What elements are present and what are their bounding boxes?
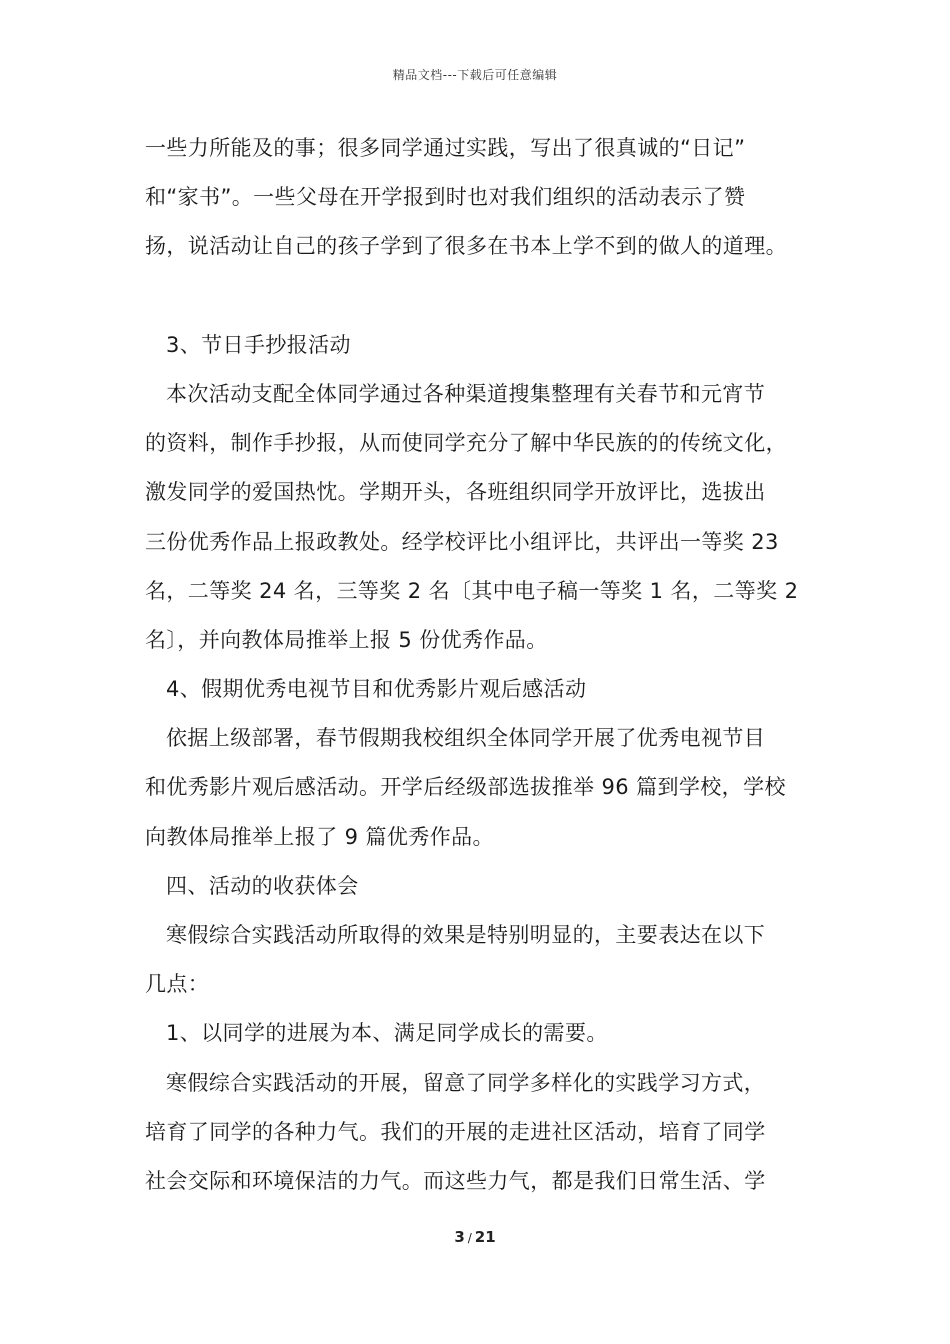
body-line: 寒假综合实践活动的开展，留意了同学多样化的实践学习方式， <box>166 1070 766 1095</box>
page-number <box>0 1228 950 1246</box>
paragraph-spacer <box>145 278 810 327</box>
body-line: 一些力所能及的事；很多同学通过实践，写出了很真诚的“日记” <box>145 136 746 160</box>
body-line: 激发同学的爱国热忱。学期开头，各班组织同学开放评比，选拔出 <box>145 480 766 505</box>
document-body <box>145 130 810 1212</box>
page-number-current: 3 <box>454 1228 465 1246</box>
section-heading: 3、节日手抄报活动 <box>166 332 351 357</box>
section-heading: 四、活动的收获体会 <box>166 873 359 898</box>
body-line: 的资料，制作手抄报，从而使同学充分了解中华民族的的传统文化， <box>145 431 787 456</box>
page-number-separator: / <box>467 1231 472 1245</box>
page-header: 精品文档---下载后可任意编辑 <box>392 68 558 82</box>
body-line: 几点： <box>145 972 210 997</box>
body-line: 和“家书”。一些父母在开学报到时也对我们组织的活动表示了赞 <box>145 185 746 210</box>
section-heading: 1、以同学的进展为本、满足同学成长的需要。 <box>166 1021 608 1046</box>
body-line: 寒假综合实践活动所取得的效果是特别明显的，主要表达在以下 <box>166 923 766 947</box>
body-line: 向教体局推举上报了 9 篇优秀作品。 <box>145 824 494 849</box>
body-line: 依据上级部署，春节假期我校组织全体同学开展了优秀电视节目 <box>166 726 766 751</box>
body-line: 本次活动支配全体同学通过各种渠道搜集整理有关春节和元宵节 <box>166 381 766 406</box>
body-line: 名，二等奖 24 名，三等奖 2 名〔其中电子稿一等奖 1 名，二等奖 2 <box>145 578 799 603</box>
body-line: 和优秀影片观后感活动。开学后经级部选拔推举 96 篇到学校，学校 <box>145 775 786 800</box>
body-line: 培育了同学的各种力气。我们的开展的走进社区活动，培育了同学 <box>145 1119 766 1144</box>
body-line: 扬，说活动让自己的孩子学到了很多在书本上学不到的做人的道理。 <box>145 234 787 259</box>
body-line: 三份优秀作品上报政教处。经学校评比小组评比，共评出一等奖 23 <box>145 529 779 554</box>
body-line: 社会交际和环境保洁的力气。而这些力气，都是我们日常生活、学 <box>145 1168 766 1193</box>
body-line: 名〕，并向教体局推举上报 5 份优秀作品。 <box>145 627 548 652</box>
page-number-total: 21 <box>474 1228 496 1246</box>
section-heading: 4、假期优秀电视节目和优秀影片观后感活动 <box>166 677 587 702</box>
